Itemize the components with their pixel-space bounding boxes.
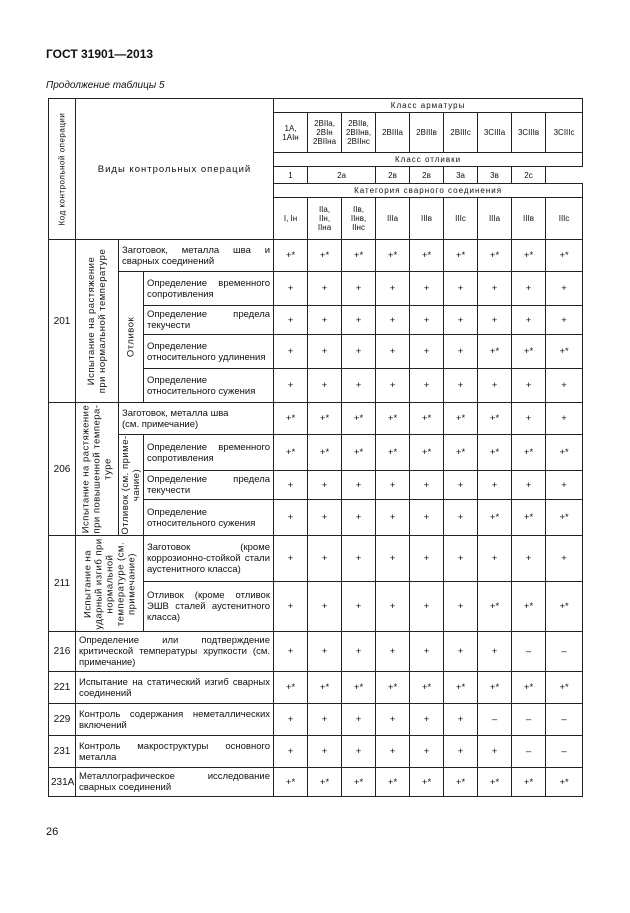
- value-cell: +*: [308, 768, 342, 797]
- casting-col: 1: [274, 167, 308, 184]
- value-cell: +*: [444, 672, 478, 704]
- value-cell: +: [376, 500, 410, 536]
- value-cell: +*: [512, 582, 546, 632]
- casting-col: 2с: [512, 167, 546, 184]
- value-cell: +: [444, 335, 478, 369]
- armature-col: 3СIIIа: [478, 113, 512, 153]
- weld-col: IIIв: [410, 198, 444, 240]
- value-cell: –: [546, 736, 583, 768]
- weld-col: I, Iн: [274, 198, 308, 240]
- document-title: ГОСТ 31901—2013: [46, 47, 154, 61]
- table-row: [49, 704, 583, 736]
- op-label: Определение или подтверждение критической температуры хрупкости (см. примечание): [76, 632, 274, 672]
- value-cell: +: [546, 272, 583, 306]
- value-cell: +*: [410, 403, 444, 435]
- op-label: Контроль содержания неметаллических включений: [76, 704, 274, 736]
- value-cell: +: [342, 500, 376, 536]
- value-cell: +: [308, 704, 342, 736]
- value-cell: +*: [546, 582, 583, 632]
- op-label: Испытание на статический изгиб сварных соединений: [76, 672, 274, 704]
- value-cell: +: [342, 582, 376, 632]
- value-cell: +*: [444, 403, 478, 435]
- casting-col: 2а: [308, 167, 376, 184]
- weld-col: IIIс: [444, 198, 478, 240]
- op-code: 231: [49, 736, 76, 768]
- value-cell: +: [512, 306, 546, 335]
- value-cell: +*: [512, 240, 546, 272]
- value-cell: +*: [410, 672, 444, 704]
- value-cell: +: [478, 536, 512, 582]
- value-cell: +: [512, 369, 546, 403]
- value-cell: –: [512, 704, 546, 736]
- value-cell: +: [342, 471, 376, 500]
- value-cell: +: [342, 536, 376, 582]
- armature-col: 3СIIIс: [546, 113, 583, 153]
- value-cell: –: [546, 632, 583, 672]
- value-cell: +: [274, 736, 308, 768]
- value-cell: +: [308, 500, 342, 536]
- value-cell: +*: [308, 435, 342, 471]
- value-cell: +: [308, 582, 342, 632]
- value-cell: +: [342, 736, 376, 768]
- value-cell: +: [376, 736, 410, 768]
- value-cell: +*: [444, 768, 478, 797]
- value-cell: +: [410, 536, 444, 582]
- op-label: Определение относительного сужения: [144, 369, 274, 403]
- value-cell: +*: [376, 672, 410, 704]
- table-row: [49, 536, 583, 582]
- value-cell: +: [512, 272, 546, 306]
- value-cell: +*: [342, 240, 376, 272]
- value-cell: +: [410, 632, 444, 672]
- table-row: [49, 736, 583, 768]
- table-row: [49, 768, 583, 797]
- value-cell: +: [342, 335, 376, 369]
- value-cell: +: [308, 306, 342, 335]
- op-group: [76, 403, 119, 536]
- value-cell: +: [274, 500, 308, 536]
- value-cell: +*: [274, 435, 308, 471]
- op-code: 231А: [49, 768, 76, 797]
- value-cell: +: [308, 736, 342, 768]
- control-operations-table: [48, 98, 583, 797]
- op-label: Определение относительного удлинения: [144, 335, 274, 369]
- value-cell: +*: [478, 240, 512, 272]
- value-cell: +: [410, 471, 444, 500]
- value-cell: +: [308, 335, 342, 369]
- op-subgroup-text: Отливок (см. приме- чание): [120, 435, 142, 535]
- op-label: Отливок (кроме отливок ЭШВ сталей аустенитного класса): [144, 582, 274, 632]
- value-cell: –: [512, 736, 546, 768]
- value-cell: +: [410, 736, 444, 768]
- value-cell: –: [546, 704, 583, 736]
- value-cell: +: [478, 369, 512, 403]
- value-cell: +: [444, 536, 478, 582]
- value-cell: +: [274, 536, 308, 582]
- value-cell: +*: [274, 768, 308, 797]
- value-cell: +: [410, 335, 444, 369]
- value-cell: +*: [342, 403, 376, 435]
- value-cell: +*: [546, 240, 583, 272]
- value-cell: +: [410, 704, 444, 736]
- weld-col: IIIс: [546, 198, 583, 240]
- value-cell: +*: [512, 435, 546, 471]
- value-cell: +: [342, 306, 376, 335]
- value-cell: +*: [410, 240, 444, 272]
- value-cell: +: [444, 272, 478, 306]
- value-cell: +: [376, 536, 410, 582]
- value-cell: +: [478, 272, 512, 306]
- weld-col: IIIа: [478, 198, 512, 240]
- class-armature-header: Класс арматуры: [274, 99, 583, 113]
- value-cell: +: [410, 500, 444, 536]
- value-cell: +: [478, 736, 512, 768]
- value-cell: +: [274, 582, 308, 632]
- table-continuation-label: Продолжение таблицы 5: [46, 80, 165, 91]
- op-code: 206: [49, 403, 76, 536]
- op-group-text: Испытание на растяжение при повышенной темпера- туре: [80, 404, 114, 534]
- value-cell: +: [410, 306, 444, 335]
- casting-col: 2в: [376, 167, 410, 184]
- value-cell: +: [410, 582, 444, 632]
- value-cell: +: [546, 536, 583, 582]
- value-cell: +: [342, 272, 376, 306]
- op-group-text: Испытание на растяжение при нормальной температуре: [86, 248, 108, 394]
- op-group: [76, 536, 144, 632]
- value-cell: +: [308, 536, 342, 582]
- code-header-text: Код контрольной операции: [57, 112, 67, 226]
- value-cell: +: [376, 369, 410, 403]
- op-label: Определение предела текучести: [144, 306, 274, 335]
- table-row: [49, 99, 583, 113]
- value-cell: +*: [308, 240, 342, 272]
- op-label: Определение временного сопротивления: [144, 435, 274, 471]
- op-label: Заготовок, металла шва и сварных соединений: [119, 240, 274, 272]
- value-cell: +*: [308, 672, 342, 704]
- value-cell: +*: [478, 582, 512, 632]
- value-cell: +: [274, 306, 308, 335]
- value-cell: +: [376, 335, 410, 369]
- op-label: Металлографическое исследование сварных соединений: [76, 768, 274, 797]
- value-cell: +*: [342, 768, 376, 797]
- value-cell: +: [308, 272, 342, 306]
- value-cell: +: [546, 403, 583, 435]
- value-cell: +*: [444, 240, 478, 272]
- op-label: Заготовок (кроме коррозионно-стойкой стали аустенитного класса): [144, 536, 274, 582]
- value-cell: +: [308, 471, 342, 500]
- op-group: [76, 240, 119, 403]
- op-code: 211: [49, 536, 76, 632]
- casting-col: 2в: [410, 167, 444, 184]
- value-cell: +*: [478, 335, 512, 369]
- value-cell: +: [478, 471, 512, 500]
- table-row: [49, 272, 583, 306]
- value-cell: +*: [376, 240, 410, 272]
- value-cell: +: [376, 471, 410, 500]
- value-cell: +*: [512, 768, 546, 797]
- op-subgroup-text: Отливок: [125, 316, 137, 358]
- armature-col: 2ВIIIа: [376, 113, 410, 153]
- value-cell: +*: [512, 500, 546, 536]
- op-code: 201: [49, 240, 76, 403]
- casting-col: 3а: [444, 167, 478, 184]
- value-cell: +: [376, 272, 410, 306]
- weld-category-header: Категория сварного соединения: [274, 184, 583, 198]
- value-cell: +: [376, 632, 410, 672]
- value-cell: +: [376, 704, 410, 736]
- value-cell: +: [444, 582, 478, 632]
- page-number: 26: [46, 826, 59, 838]
- value-cell: +: [512, 536, 546, 582]
- armature-col: 3СIIIв: [512, 113, 546, 153]
- value-cell: +*: [274, 240, 308, 272]
- weld-col: IIIв: [512, 198, 546, 240]
- armature-col: 2ВIIв, 2ВIIнв, 2ВIIнс: [342, 113, 376, 153]
- value-cell: +: [512, 403, 546, 435]
- value-cell: +: [546, 306, 583, 335]
- ops-header: Виды контрольных операций: [76, 99, 274, 240]
- armature-col: 2ВIIа, 2ВIн 2ВIIна: [308, 113, 342, 153]
- value-cell: +: [410, 272, 444, 306]
- table-row: [49, 672, 583, 704]
- value-cell: +*: [512, 672, 546, 704]
- value-cell: +: [308, 369, 342, 403]
- value-cell: +: [376, 306, 410, 335]
- op-code: 216: [49, 632, 76, 672]
- value-cell: +: [274, 704, 308, 736]
- value-cell: +: [546, 471, 583, 500]
- value-cell: +: [478, 306, 512, 335]
- value-cell: +*: [478, 403, 512, 435]
- value-cell: +: [410, 369, 444, 403]
- value-cell: +*: [410, 435, 444, 471]
- value-cell: +: [274, 369, 308, 403]
- value-cell: +*: [546, 435, 583, 471]
- value-cell: +*: [342, 672, 376, 704]
- value-cell: +*: [308, 403, 342, 435]
- value-cell: +*: [274, 403, 308, 435]
- value-cell: +: [274, 632, 308, 672]
- table-row: [49, 435, 583, 471]
- value-cell: +*: [546, 335, 583, 369]
- armature-col: 1А, 1АIн: [274, 113, 308, 153]
- value-cell: +: [342, 632, 376, 672]
- value-cell: +*: [546, 500, 583, 536]
- armature-col: 2ВIIIс: [444, 113, 478, 153]
- value-cell: +: [376, 582, 410, 632]
- value-cell: +*: [376, 435, 410, 471]
- value-cell: +: [274, 272, 308, 306]
- value-cell: +: [546, 369, 583, 403]
- value-cell: +: [512, 471, 546, 500]
- op-subgroup: [119, 272, 144, 403]
- value-cell: +*: [478, 500, 512, 536]
- value-cell: +: [444, 369, 478, 403]
- value-cell: +: [342, 369, 376, 403]
- value-cell: +*: [342, 435, 376, 471]
- op-group-text: Испытание на ударный изгиб при нормальной температуре (см. примечание): [82, 537, 137, 630]
- value-cell: –: [478, 704, 512, 736]
- value-cell: +*: [546, 768, 583, 797]
- table-row: [49, 403, 583, 435]
- op-label: Определение предела текучести: [144, 471, 274, 500]
- table-row: [49, 240, 583, 272]
- value-cell: +: [444, 736, 478, 768]
- value-cell: +*: [274, 672, 308, 704]
- class-casting-header: Класс отливки: [274, 153, 583, 167]
- weld-col: IIIа: [376, 198, 410, 240]
- value-cell: +*: [410, 768, 444, 797]
- value-cell: +: [444, 471, 478, 500]
- op-label: Определение относительного сужения: [144, 500, 274, 536]
- value-cell: +: [342, 704, 376, 736]
- weld-col: IIв, IIнв, IIнс: [342, 198, 376, 240]
- op-code: 229: [49, 704, 76, 736]
- value-cell: +: [274, 335, 308, 369]
- value-cell: +*: [478, 672, 512, 704]
- value-cell: +: [444, 306, 478, 335]
- value-cell: +*: [546, 672, 583, 704]
- casting-col: 3в: [478, 167, 512, 184]
- op-label: Контроль макроструктуры основного металла: [76, 736, 274, 768]
- value-cell: +: [274, 471, 308, 500]
- op-label: Определение временного сопротивления: [144, 272, 274, 306]
- op-label: Заготовок, металла шва (см. примечание): [119, 403, 274, 435]
- value-cell: +*: [478, 435, 512, 471]
- value-cell: +*: [444, 435, 478, 471]
- value-cell: –: [512, 632, 546, 672]
- weld-col: IIа, IIн, IIна: [308, 198, 342, 240]
- value-cell: +: [444, 704, 478, 736]
- op-code: 221: [49, 672, 76, 704]
- value-cell: +*: [478, 768, 512, 797]
- value-cell: +: [444, 632, 478, 672]
- op-subgroup: [119, 435, 144, 536]
- armature-col: 2ВIIIв: [410, 113, 444, 153]
- value-cell: +*: [376, 403, 410, 435]
- value-cell: +: [308, 632, 342, 672]
- table-row: [49, 632, 583, 672]
- value-cell: +*: [512, 335, 546, 369]
- code-header: [49, 99, 76, 240]
- value-cell: +: [478, 632, 512, 672]
- value-cell: +: [444, 500, 478, 536]
- value-cell: +*: [376, 768, 410, 797]
